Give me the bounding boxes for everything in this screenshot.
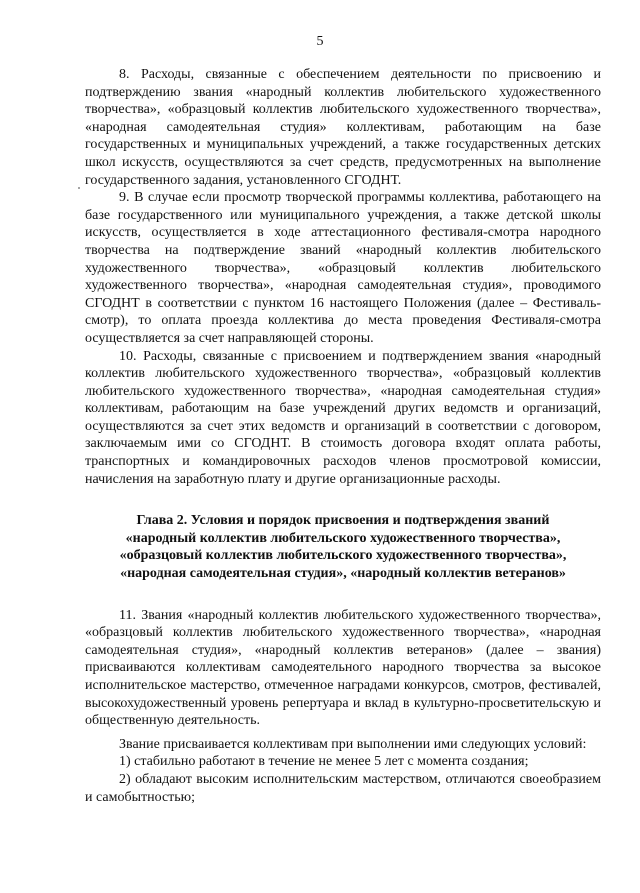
- spacer: [85, 583, 601, 607]
- paragraph-11: 11. Звания «народный коллектив любительского художественного творчества», «образцовый коллектив любительского художественного творчества», «народная самодеятельная студия», «народный коллектив ветеранов» (далее – звания) присваиваются коллективам самодеятельного народного творчества за высокое исполнительское мастерство, отмеченное наградами конкурсов, смотров, фестивалей, высокохудожественный уровень репертуара и вклад в культурно-просветительскую и общественную деятельность.: [85, 607, 601, 729]
- paragraph-9: 9. В случае если просмотр творческой программы коллектива, работающего на базе государственного или муниципального учреждения, а также детской школы искусств, осуществляется в ходе аттестационного фестиваля-смотра народного творчества на подтверждение званий «народный коллектив любительского художественного творчества», «образцовый коллектив любительского художественного творчества», «народная самодеятельная студия», проводимого СГОДНТ в соответствии с пунктом 16 настоящего Положения (далее – Фестиваль-смотр), то оплата проезда коллектива до места проведения Фестиваля-смотра осуществляется за счет направляющей стороны.: [85, 190, 601, 346]
- chapter-heading-line-2: «народный коллектив любительского художественного творчества»,: [125, 530, 561, 546]
- document-body: [85, 66, 601, 806]
- chapter-heading-line-3: «образцовый коллектив любительского художественного творчества»,: [119, 548, 567, 564]
- chapter-heading-line-4: «народная самодеятельная студия», «народный коллектив ветеранов»: [120, 566, 566, 582]
- condition-item-1: 1) стабильно работают в течение не менее 5 лет с момента создания;: [119, 754, 529, 770]
- chapter-heading: [85, 512, 601, 582]
- page-number: 5: [316, 34, 324, 49]
- paragraph-conditions-intro: Звание присваивается коллективам при выполнении ими следующих условий:: [119, 736, 587, 752]
- chapter-heading-line-1: Глава 2. Условия и порядок присвоения и подтверждения званий: [136, 513, 550, 529]
- condition-item-2: 2) обладают высоким исполнительским мастерством, отличаются своеобразием и самобытностью;: [85, 771, 601, 805]
- paragraph-8: 8. Расходы, связанные с обеспечением деятельности по присвоению и подтверждению звания «народный коллектив любительского художественного творчества», «образцовый коллектив любительского художественного творчества», «народная самодеятельная студия» коллективам, работающим на базе государственных и муниципальных учреждений, а также государственных детских школ искусств, осуществляются за счет средств, предусмотренных на выполнение государственного задания, установленного СГОДНТ.: [85, 67, 601, 188]
- scan-artifact-dot: [78, 187, 80, 189]
- paragraph-10: 10. Расходы, связанные с присвоением и подтверждением звания «народный коллектив любительского художественного творчества», «образцовый коллектив любительского художественного творчества», «народная самодеятельная студия» коллективам, работающим на базе учреждений других ведомств и организаций, осуществляются за счет этих ведомств и организаций в соответствии с договором, заключаемым ими со СГОДНТ. В стоимость договора входят оплата работы, транспортных и командировочных расходов членов просмотровой комиссии, начисления на заработную плату и другие организационные расходы.: [85, 348, 601, 487]
